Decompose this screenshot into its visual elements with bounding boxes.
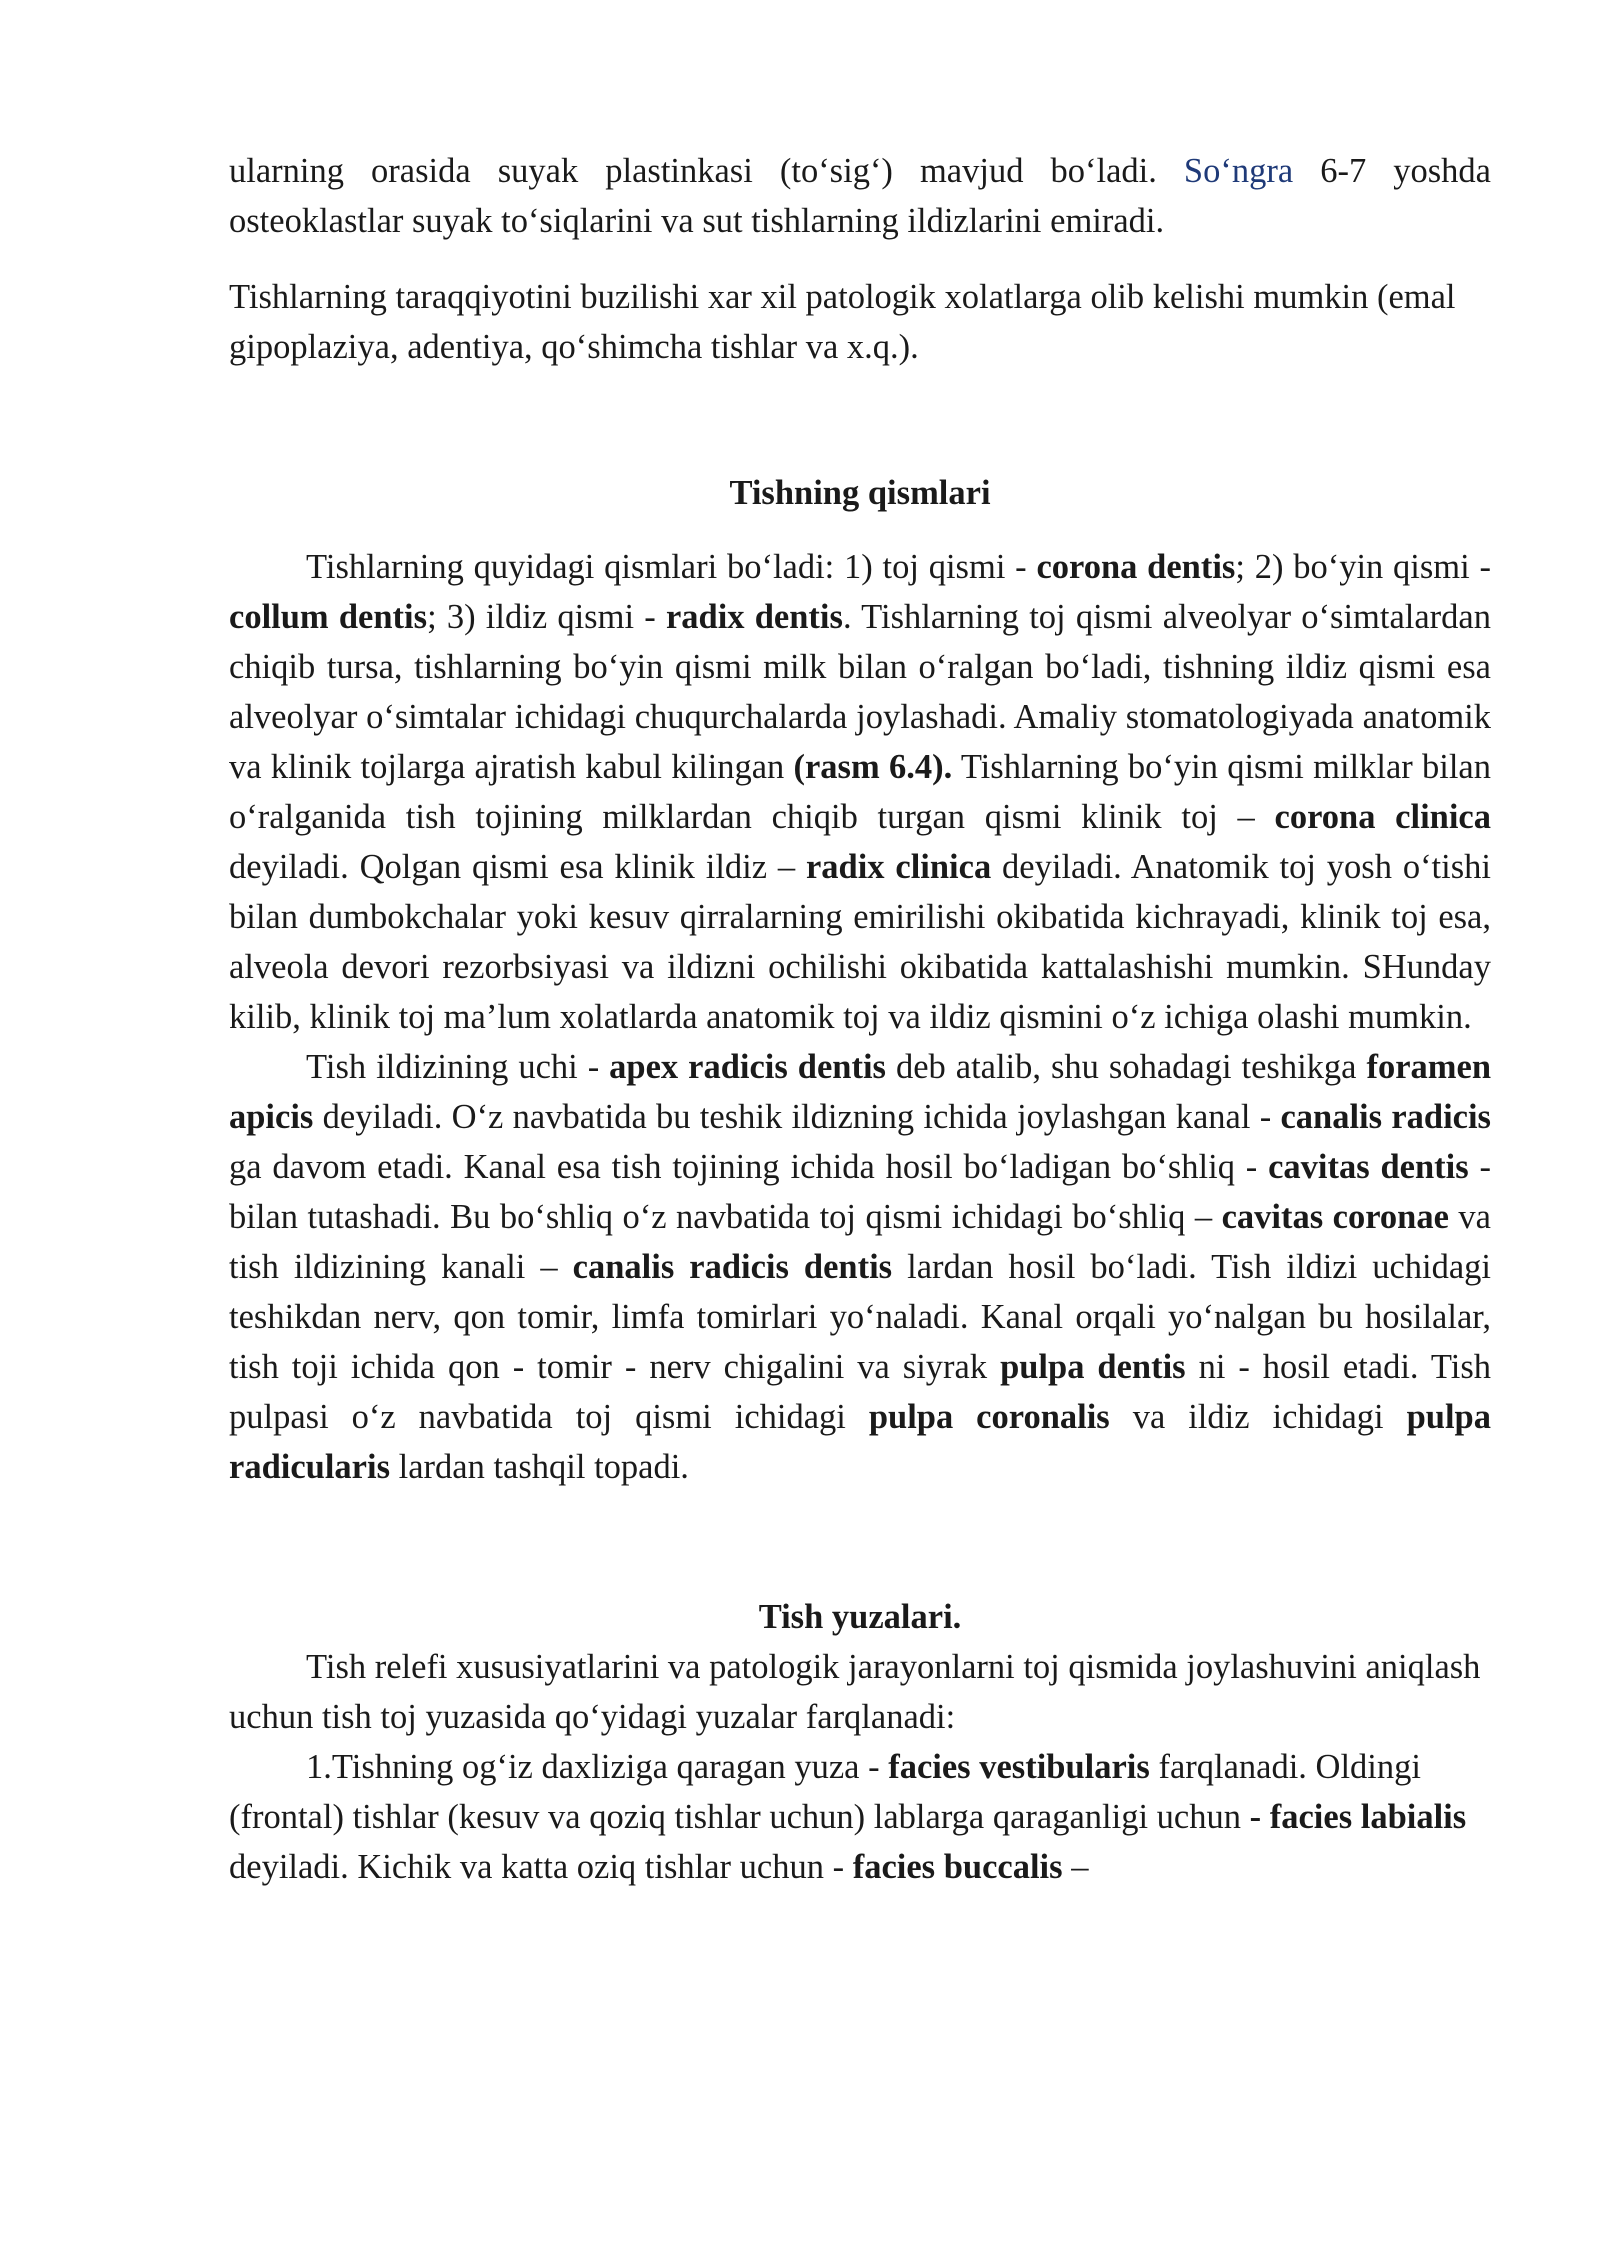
text-run: ni - hosil etadi. Tish pulpasi o‘z navbatida toj qismi ichidagi (229, 1348, 1491, 1436)
bold-term: apex radicis dentis (609, 1048, 886, 1086)
text-run: deb atalib, shu sohadagi teshikga (885, 1048, 1367, 1086)
text-run: deyiladi. Qolgan qismi esa klinik ildiz – (229, 848, 806, 886)
text-run: lardan hosil bo‘ladi. Tish ildizi uchidagi teshikdan nerv, qon tomir, limfa tomirlari yo‘naladi. Kanal orqali yo‘nalgan bu hosilalar, tish toji ichida qon - tomir - nerv chigalini va siyrak (229, 1248, 1491, 1386)
text-run: Tishlarning bo‘yin qismi milklar bilan o‘ralganida tish tojining milklardan chiqib turgan qismi klinik toj – (229, 748, 1491, 836)
bold-term: radix dentis (665, 598, 843, 636)
text-run: deyiladi. Anatomik toj yosh o‘tishi bilan dumbokchalar yoki kesuv qirralarning emirilishi okibatida kichrayadi, klinik toj esa, alveola devori rezorbsiyasi va ildizni ochilishi okibatida kattalashishi mumkin. SHunday kilib, klinik toj ma’lum xolatlarda anatomik toj va ildiz qismini o‘z ichiga olashi mumkin. (229, 848, 1491, 1036)
document-page (229, 146, 1491, 1892)
bold-term: corona clinica (1274, 798, 1491, 836)
bold-term: facies buccalis (852, 1848, 1063, 1886)
bold-term: cavitas coronae (1221, 1198, 1449, 1236)
text-run: ; 3) ildiz qismi - (427, 598, 666, 636)
text-run: lardan tashqil topadi. (390, 1448, 689, 1486)
section2-paragraph-2 (229, 1742, 1491, 1892)
intro-paragraph-2: Tishlarning taraqqiyotini buzilishi xar xil patologik xolatlarga olib kelishi mumkin (emal gipoplaziya, adentiya, qo‘shimcha tishlar va x.q.). (229, 278, 1456, 366)
intro-text-a: ularning orasida suyak plastinkasi (to‘sig‘) mavjud bo‘ladi. (229, 152, 1184, 190)
bold-term: canalis radicis dentis (572, 1248, 893, 1286)
text-run: . Tishlarning toj qismi alveolyar o‘simtalardan chiqib tursa, tishlarning bo‘yin qismi milk bilan o‘ralgan bo‘ladi, tishning ildiz qismi esa alveolyar o‘simtalar ichidagi chuqurchalarda joylashadi. Amaliy stomatologiyada anatomik va klinik tojlarga ajratish kabul kilingan (229, 598, 1491, 786)
bold-term: radix clinica (805, 848, 992, 886)
intro-text-b: 6-7 yoshda osteoklastlar suyak to‘siqlarini va sut tishlarning ildizlarini emiradi. (229, 152, 1491, 240)
bold-term: - facies labialis (1249, 1798, 1467, 1836)
text-run: deyiladi. Kichik va katta oziq tishlar uchun - (229, 1848, 853, 1886)
bold-term: (rasm 6.4). (793, 748, 953, 786)
text-run: Tishlarning quyidagi qismlari bo‘ladi: 1) toj qismi - (306, 548, 1037, 586)
section1-paragraph-1 (229, 542, 1491, 1042)
intro-paragraph-1 (229, 146, 1491, 246)
intro-highlight-word: So‘ngra (1183, 152, 1294, 190)
bold-term: cavitas dentis (1268, 1148, 1469, 1186)
text-run: 1.Tishning og‘iz daxliziga qaragan yuza - (306, 1748, 889, 1786)
text-run: farqlanadi. Oldingi (frontal) tishlar (kesuv va qoziq tishlar uchun) lablarga qaraganligi uchun (229, 1748, 1421, 1836)
bold-term: collum dentis (229, 598, 428, 636)
bold-term: foramen apicis (229, 1048, 1492, 1136)
text-run: ; 2) bo‘yin qismi - (1235, 548, 1491, 586)
section-heading-qismlari: Tishning qismlari (729, 474, 991, 512)
bold-term: corona dentis (1036, 548, 1236, 586)
bold-term: pulpa dentis (1000, 1348, 1186, 1386)
text-run: ga davom etadi. Kanal esa tish tojining ichida hosil bo‘ladigan bo‘shliq - (229, 1148, 1269, 1186)
text-run: deyiladi. O‘z navbatida bu teshik ildizning ichida joylashgan kanal - (313, 1098, 1281, 1136)
text-run: va tish ildizining kanali – (229, 1198, 1491, 1286)
bold-term: pulpa radicularis (229, 1398, 1491, 1486)
bold-term: facies vestibularis (888, 1748, 1150, 1786)
text-run: Tish ildizining uchi - (306, 1048, 610, 1086)
bold-term: canalis radicis (1280, 1098, 1491, 1136)
section2-paragraph-1: Tish relefi xususiyatlarini va patologik jarayonlarni toj qismida joylashuvini aniqlash uchun tish toj yuzasida qo‘yidagi yuzalar farqlanadi: (229, 1648, 1481, 1736)
section-heading-yuzalari: Tish yuzalari. (758, 1598, 962, 1636)
bold-term: pulpa coronalis (868, 1398, 1110, 1436)
text-run: – (1062, 1848, 1089, 1886)
text-run: va ildiz ichidagi (1109, 1398, 1407, 1436)
text-run: - bilan tutashadi. Bu bo‘shliq o‘z navbatida toj qismi ichidagi bo‘shliq – (229, 1148, 1491, 1236)
section1-paragraph-2 (229, 1042, 1491, 1492)
